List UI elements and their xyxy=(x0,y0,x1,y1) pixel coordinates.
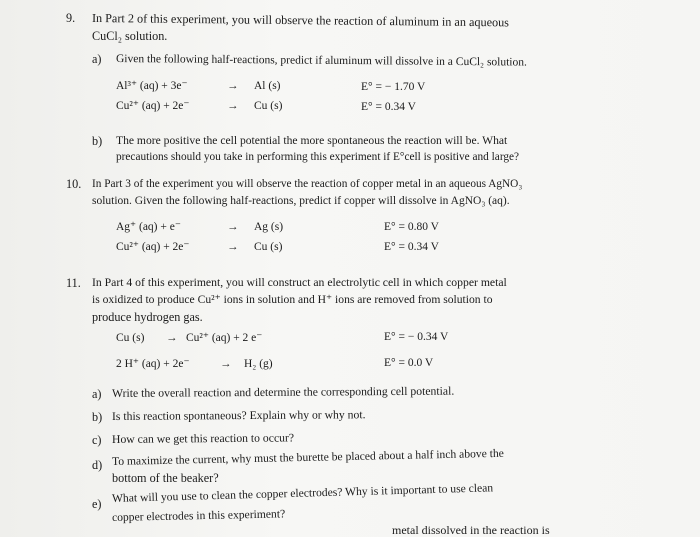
q9-number: 9. xyxy=(66,11,76,25)
q11-line3: produce hydrogen gas. xyxy=(92,310,203,324)
q10-line1: In Part 3 of the experiment you will observe the reaction of copper metal in an aqueous AgNO₃ xyxy=(92,178,523,190)
q11-eq2-left: 2 H⁺ (aq) + 2e⁻ xyxy=(116,358,190,370)
q11d-label: d) xyxy=(92,458,103,472)
q10-eq2-potential: E° = 0.34 V xyxy=(384,241,439,253)
q11b-label: b) xyxy=(92,410,103,424)
q10-eq1-left: Ag⁺ (aq) + e⁻ xyxy=(116,221,181,233)
q11d-line1: To maximize the current, why must the burette be placed about a half inch above the xyxy=(111,446,504,468)
q11e-line1: What will you use to clean the copper electrodes? Why is it important to use clean xyxy=(111,481,494,505)
q11e-label: e) xyxy=(92,497,102,511)
q11-eq1-left: Cu (s) xyxy=(116,332,145,344)
q11-eq1-arrow: → xyxy=(166,332,178,344)
q11a-label: a) xyxy=(92,387,102,401)
q11-eq1-potential: E° = − 0.34 V xyxy=(384,331,449,343)
q11b-text: Is this reaction spontaneous? Explain why or why not. xyxy=(111,408,366,423)
q11-eq2-arrow: → xyxy=(220,358,232,370)
q10-eq2-right: Cu (s) xyxy=(254,241,283,253)
q11-eq2-potential: E° = 0.0 V xyxy=(384,357,434,369)
q9-eq2-arrow: → xyxy=(227,100,239,112)
q9b-line1: The more positive the cell potential the more spontaneous the reaction will be. What xyxy=(116,134,508,147)
q10-eq2-left: Cu²⁺ (aq) + 2e⁻ xyxy=(116,241,190,253)
q10-eq1-arrow: → xyxy=(227,221,239,233)
q10-line2: solution. Given the following half-reactions, predict if copper will dissolve in AgNO₃ (aq). xyxy=(92,195,510,207)
q11c-label: c) xyxy=(92,433,102,447)
q9-eq2-potential: E° = 0.34 V xyxy=(361,101,416,113)
q9-eq2-right: Cu (s) xyxy=(254,100,283,112)
q11-line2: is oxidized to produce Cu²⁺ ions in solution and H⁺ ions are removed from solution to xyxy=(92,293,493,306)
q9b-line2: precautions should you take in performing this experiment if E°cell is positive and large? xyxy=(116,151,520,163)
q9a-label: a) xyxy=(92,52,102,66)
q9-line1: In Part 2 of this experiment, you will observe the reaction of aluminum in an aqueous xyxy=(91,11,510,30)
q11d-line2: bottom of the beaker? xyxy=(112,471,219,485)
q11-line1: In Part 4 of this experiment, you will construct an electrolytic cell in which copper metal xyxy=(92,276,507,289)
q10-eq2-arrow: → xyxy=(227,241,239,253)
q11a-text: Write the overall reaction and determine the corresponding cell potential. xyxy=(111,384,455,400)
q9-eq1-arrow: → xyxy=(227,80,239,92)
q9-eq1-left: Al³⁺ (aq) + 3e⁻ xyxy=(116,80,188,92)
q11e-line2: copper electrodes in this experiment? xyxy=(111,507,286,524)
q9-line2: CuCl₂ solution. xyxy=(92,29,168,43)
q10-eq1-potential: E° = 0.80 V xyxy=(384,221,439,233)
q9-eq2-left: Cu²⁺ (aq) + 2e⁻ xyxy=(116,100,190,112)
q9-eq1-right: Al (s) xyxy=(254,80,281,92)
q10-eq1-right: Ag (s) xyxy=(254,221,284,233)
q10-number: 10. xyxy=(66,177,82,191)
q11-eq1-right: Cu²⁺ (aq) + 2 e⁻ xyxy=(186,332,263,344)
q9-eq1-potential: E° = − 1.70 V xyxy=(361,81,426,93)
q11c-text: How can we get this reaction to occur? xyxy=(111,431,295,446)
q11-eq2-right: H₂ (g) xyxy=(244,358,273,370)
q11f-partial-line: metal dissolved in the reaction is xyxy=(392,523,550,536)
q9b-label: b) xyxy=(92,134,103,148)
q9a-text: Given the following half-reactions, predict if aluminum will dissolve in a CuCl₂ solution. xyxy=(115,53,527,69)
q11-number: 11. xyxy=(66,276,81,290)
